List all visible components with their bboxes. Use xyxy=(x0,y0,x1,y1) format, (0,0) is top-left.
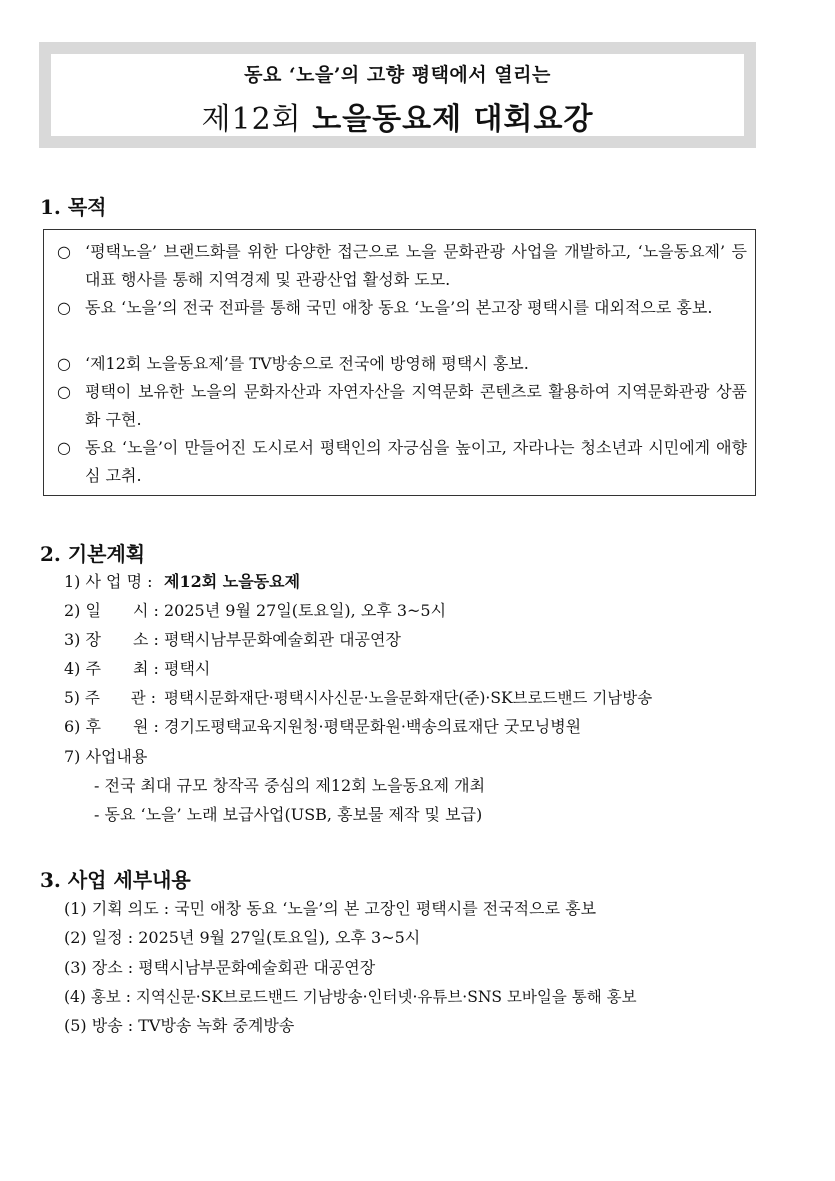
purpose-bullet xyxy=(57,238,747,294)
business-sub-item: - 동요 ‘노을’ 노래 보급사업(USB, 홍보물 제작 및 보급) xyxy=(94,805,483,824)
plan-label: 4) 주 최 : xyxy=(64,659,159,678)
title-main: 노을동요제 대회요강 xyxy=(312,102,594,137)
document-subtitle: 동요 ‘노을’의 고향 평택에서 열리는 xyxy=(244,64,551,86)
purpose-box xyxy=(43,229,756,496)
plan-item-host xyxy=(64,656,210,682)
detail-item: (2) 일정 : 2025년 9월 27일(토요일), 오후 3~5시 xyxy=(64,928,421,947)
plan-value: 2025년 9월 27일(토요일), 오후 3~5시 xyxy=(164,601,447,620)
purpose-bullet xyxy=(57,350,747,378)
plan-value: 평택시문화재단·평택시사신문·노을문화재단(준)·SK브로드밴드 기남방송 xyxy=(164,689,653,707)
detail-item: (1) 기획 의도 : 국민 애창 동요 ‘노을’의 본 고장인 평택시를 전국적으로 홍보 xyxy=(64,899,597,918)
purpose-bullet-text: 동요 ‘노을’이 만들어진 도시로서 평택인의 자긍심을 높이고, 자라나는 청소년과 시민에게 애향심 고취. xyxy=(85,438,747,485)
detail-item: (3) 장소 : 평택시남부문화예술회관 대공연장 xyxy=(64,958,376,977)
plan-item-organizer xyxy=(64,685,652,711)
detail-item: (5) 방송 : TV방송 녹화 중계방송 xyxy=(64,1016,295,1035)
title-box xyxy=(39,42,756,148)
plan-label: 7) 사업내용 xyxy=(64,747,148,766)
title-inner xyxy=(51,54,744,136)
plan-label: 5) 주 관 : xyxy=(64,689,156,707)
detail-item: (4) 홍보 : 지역신문·SK브로드밴드 기남방송·인터넷·유튜브·SNS 모바일을 통해 홍보 xyxy=(64,988,637,1006)
purpose-bullet xyxy=(57,294,747,322)
document-title xyxy=(51,94,744,138)
purpose-bullet xyxy=(57,378,747,434)
plan-item-venue xyxy=(64,627,401,653)
plan-item-event-name xyxy=(64,569,300,595)
purpose-bullet-text: ‘제12회 노을동요제’를 TV방송으로 전국에 방영해 평택시 홍보. xyxy=(85,354,529,373)
purpose-bullet-text: 동요 ‘노을’의 전국 전파를 통해 국민 애창 동요 ‘노을’의 본고장 평택시를 대외적으로 홍보. xyxy=(85,298,713,317)
section-heading-details: 3. 사업 세부내용 xyxy=(40,868,191,892)
circle-bullet-icon: ○ xyxy=(57,298,71,317)
plan-value: 제12회 노을동요제 xyxy=(164,572,301,591)
plan-label: 1) 사 업 명 : xyxy=(64,572,153,591)
business-sub-item: - 전국 최대 규모 창작곡 중심의 제12회 노을동요제 개최 xyxy=(94,776,486,795)
circle-bullet-icon: ○ xyxy=(57,382,71,401)
plan-item-date xyxy=(64,598,446,624)
plan-value: 평택시남부문화예술회관 대공연장 xyxy=(164,630,401,649)
plan-label: 6) 후 원 : xyxy=(64,717,159,736)
purpose-bullet xyxy=(57,434,747,490)
plan-value: 경기도평택교육지원청·평택문화원·백송의료재단 굿모닝병원 xyxy=(164,717,582,736)
plan-item-business xyxy=(64,744,147,770)
plan-value: 평택시 xyxy=(164,659,211,678)
section-heading-basic-plan: 2. 기본계획 xyxy=(40,542,146,566)
circle-bullet-icon: ○ xyxy=(57,354,71,373)
plan-label: 3) 장 소 : xyxy=(64,630,159,649)
circle-bullet-icon: ○ xyxy=(57,242,71,261)
purpose-bullet-text: 평택이 보유한 노을의 문화자산과 자연자산을 지역문화 콘텐츠로 활용하여 지역문화관광 상품화 구현. xyxy=(85,382,747,429)
plan-label: 2) 일 시 : xyxy=(64,601,159,620)
section-heading-purpose: 1. 목적 xyxy=(40,195,107,219)
plan-item-sponsor xyxy=(64,714,581,740)
purpose-bullet-text: ‘평택노을’ 브랜드화를 위한 다양한 접근으로 노을 문화관광 사업을 개발하고, ‘노을동요제’ 등 대표 행사를 통해 지역경제 및 관광산업 활성화 도모. xyxy=(85,242,747,289)
title-prefix: 제12회 xyxy=(201,102,313,137)
circle-bullet-icon: ○ xyxy=(57,438,71,457)
